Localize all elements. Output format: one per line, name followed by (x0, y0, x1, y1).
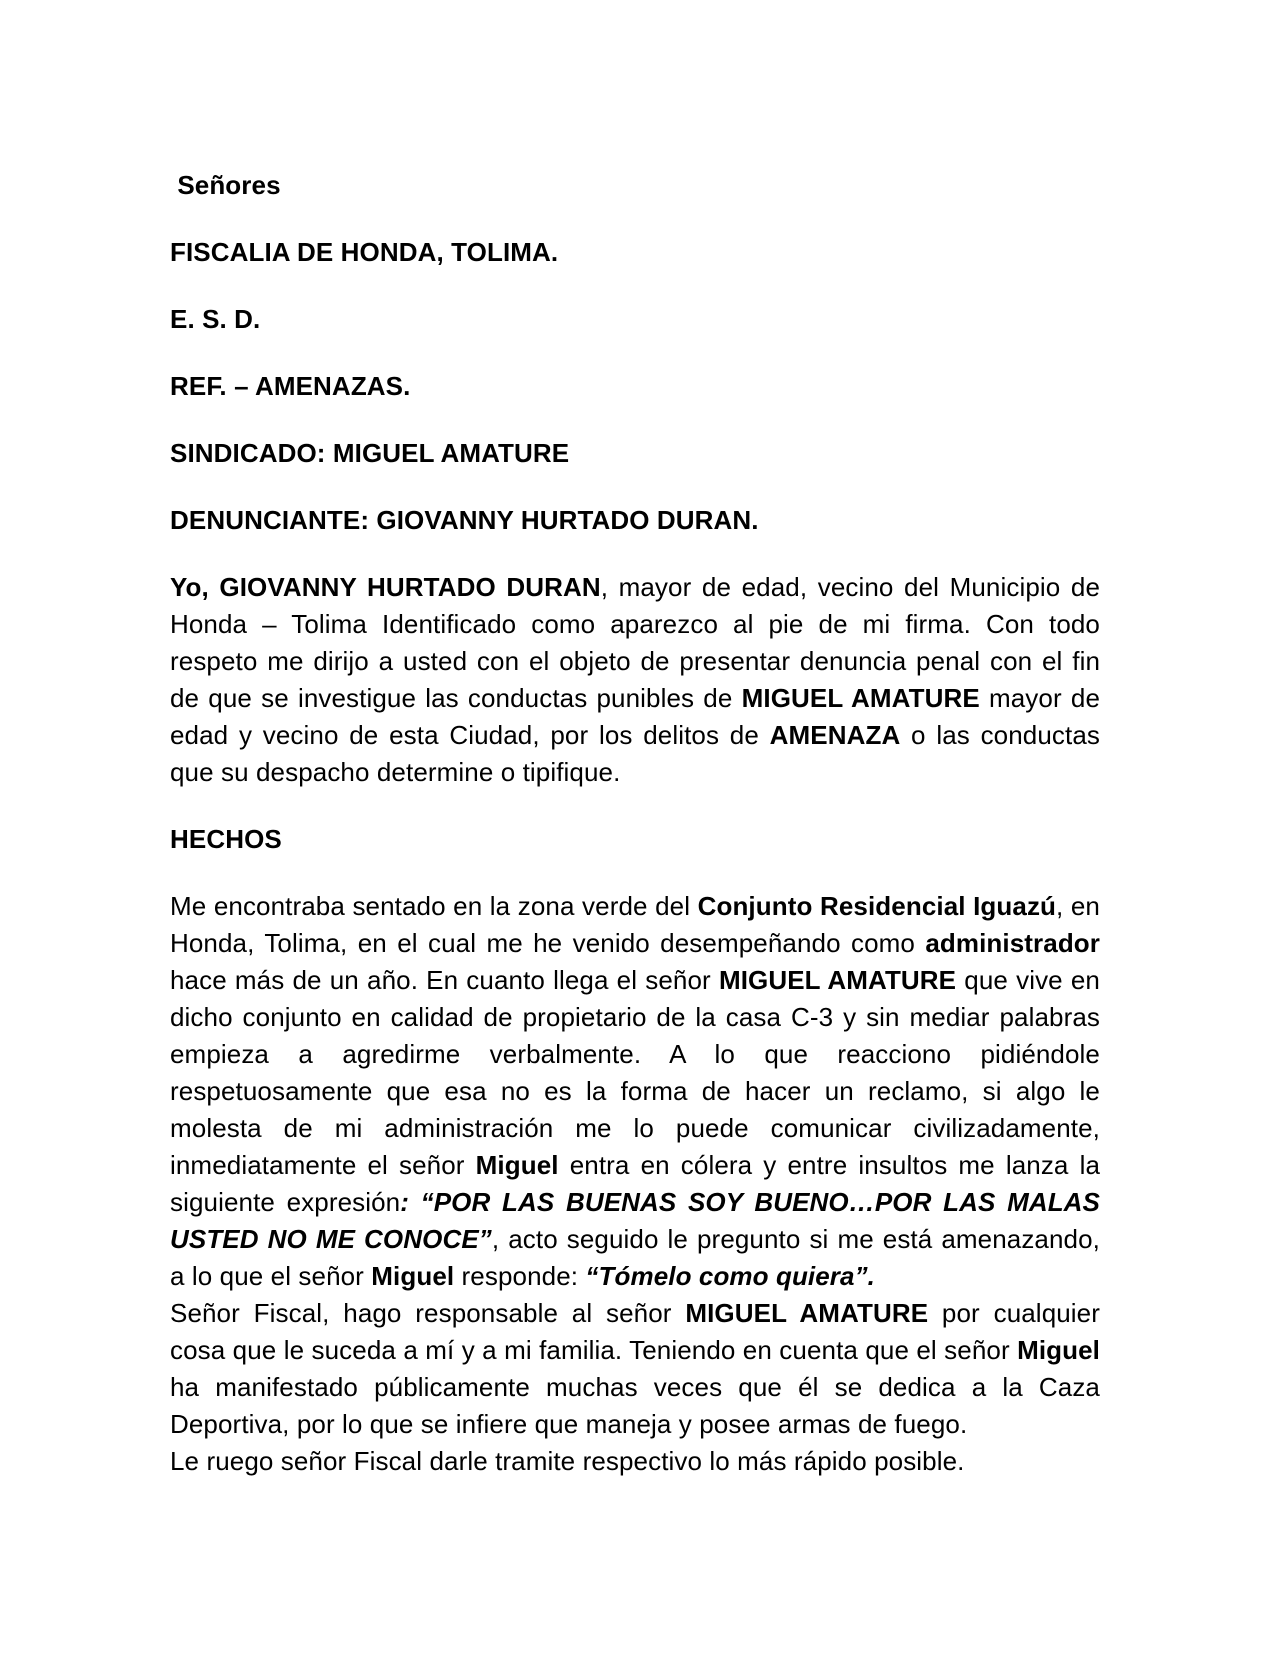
text-run: , en Honda, Tolima, en el cual me he venido desempeñando como (170, 891, 1100, 958)
text-run: responde: (454, 1261, 586, 1291)
text-run: HECHOS (170, 824, 282, 854)
paragraph-responsabilidad (170, 1295, 1100, 1443)
text-run: o las conductas que su despacho determine o tipifique. (170, 720, 1100, 787)
text-run: ha manifestado públicamente muchas veces que él se dedica a la Caza Deportiva, por lo que se infiere que maneja y posee armas de fuego. (170, 1372, 1100, 1439)
header-line-denunciante: DENUNCIANTE: GIOVANNY HURTADO DURAN. (170, 505, 759, 535)
text-run: Miguel (475, 1150, 559, 1180)
text-run: Le ruego señor Fiscal darle tramite respectivo lo más rápido posible. (170, 1446, 965, 1476)
text-run: Señor Fiscal, hago responsable al señor (170, 1298, 686, 1328)
header-line-sindicado: SINDICADO: MIGUEL AMATURE (170, 438, 570, 468)
letter-body (170, 569, 1100, 1480)
text-run: “Tómelo como quiera”. (585, 1261, 876, 1291)
paragraph-cierre (170, 1443, 1100, 1480)
letter-header (170, 167, 1100, 539)
text-run: hace más de un año. En cuanto llega el señor (170, 965, 719, 995)
text-run: : “POR LAS BUENAS SOY BUENO…POR LAS MALAS USTED NO ME CONOCE” (170, 1187, 1100, 1254)
header-line-esd: E. S. D. (170, 304, 261, 334)
header-line-senores: Señores (170, 170, 281, 200)
text-run: Miguel (1017, 1335, 1100, 1365)
text-run: AMENAZA (769, 720, 901, 750)
text-run: administrador (925, 928, 1100, 958)
text-run: , mayor de edad, vecino del Municipio de Honda – Tolima Identificado como aparezco al pie de mi firma. Con todo respeto me dirijo a usted con el objeto de presentar denuncia penal con el fin de que se investigue las conductas punibles de (170, 572, 1101, 713)
text-run: MIGUEL AMATURE (685, 1298, 929, 1328)
header-line-fiscalia: FISCALIA DE HONDA, TOLIMA. (170, 237, 559, 267)
text-run: , acto seguido le pregunto si me está amenazando, a lo que el señor (170, 1224, 1100, 1291)
text-run: MIGUEL AMATURE (741, 683, 980, 713)
text-run: que vive en dicho conjunto en calidad de propietario de la casa C-3 y sin mediar palabras empieza a agredirme verbalmente. A lo que reacciono pidiéndole respetuosamente que esa no es la forma de hacer un reclamo, si algo le molesta de mi administración me lo puede comunicar civilizadamente, inmediatamente el señor (170, 965, 1100, 1180)
text-run: por cualquier cosa que le suceda a mí y a mi familia. Teniendo en cuenta que el señor (170, 1298, 1101, 1365)
paragraph-introduccion (170, 569, 1100, 791)
text-run: Conjunto Residencial Iguazú (697, 891, 1057, 921)
text-run: entra en cólera y entre insultos me lanza la siguiente expresión (170, 1150, 1101, 1217)
text-run: mayor de edad y vecino de esta Ciudad, por los delitos de (170, 683, 1101, 750)
paragraph-hechos-relato (170, 888, 1100, 1295)
text-run: MIGUEL AMATURE (718, 965, 957, 995)
text-run: Miguel (371, 1261, 455, 1291)
text-run: Me encontraba sentado en la zona verde del (170, 891, 698, 921)
text-run: Yo, GIOVANNY HURTADO DURAN (170, 572, 601, 602)
heading-hechos (170, 821, 1100, 858)
header-line-referencia: REF. – AMENAZAS. (170, 371, 411, 401)
